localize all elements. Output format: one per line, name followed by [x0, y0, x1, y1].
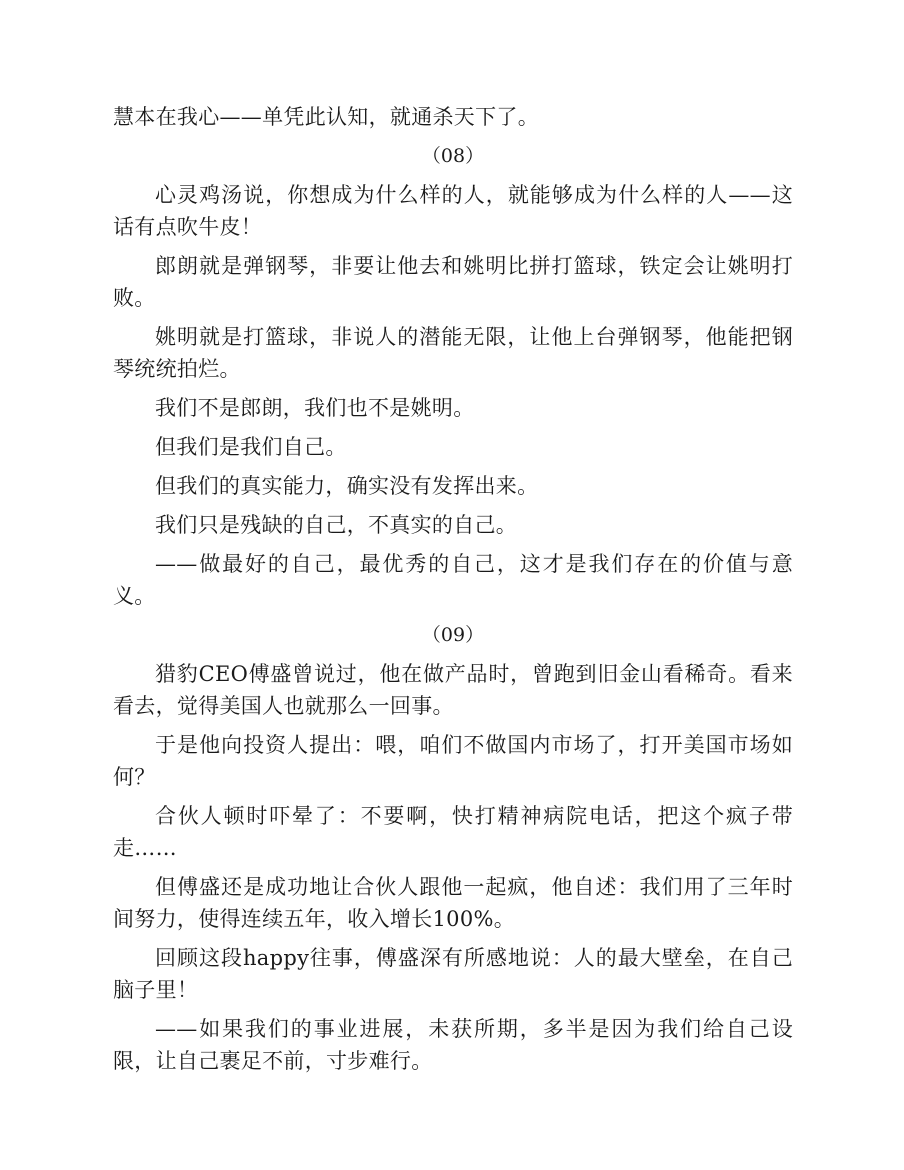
paragraph: ——如果我们的事业进展，未获所期，多半是因为我们给自己设限，让自己裹足不前，寸步难行。 — [113, 1017, 793, 1073]
paragraph: 郎朗就是弹钢琴，非要让他去和姚明比拼打篮球，铁定会让姚明打败。 — [113, 254, 793, 310]
paragraph: 姚明就是打篮球，非说人的潜能无限，让他上台弹钢琴，他能把钢琴统统拍烂。 — [113, 325, 793, 381]
paragraph: 我们不是郎朗，我们也不是姚明。 — [155, 396, 475, 420]
section-number: （09） — [421, 624, 485, 646]
paragraph: ——做最好的自己，最优秀的自己，这才是我们存在的价值与意义。 — [113, 552, 793, 608]
paragraph: 回顾这段happy往事，傅盛深有所感地说：人的最大壁垒，在自己脑子里！ — [113, 946, 793, 1002]
paragraph: 猎豹CEO傅盛曾说过，他在做产品时，曾跑到旧金山看稀奇。看来看去，觉得美国人也就那么一回事。 — [113, 662, 793, 718]
section-number: （08） — [421, 145, 485, 167]
paragraph: 但我们是我们自己。 — [155, 435, 347, 459]
paragraph: 心灵鸡汤说，你想成为什么样的人，就能够成为什么样的人——这话有点吹牛皮！ — [113, 183, 793, 239]
paragraph: 慧本在我心——单凭此认知，就通杀天下了。 — [113, 105, 539, 129]
paragraph: 但我们的真实能力，确实没有发挥出来。 — [155, 474, 539, 498]
paragraph: 我们只是残缺的自己，不真实的自己。 — [155, 513, 518, 537]
paragraph: 但傅盛还是成功地让合伙人跟他一起疯，他自述：我们用了三年时间努力，使得连续五年，收入增长100%。 — [113, 875, 793, 931]
paragraph: 于是他向投资人提出：喂，咱们不做国内市场了，打开美国市场如何？ — [113, 733, 793, 789]
document-body — [113, 101, 793, 1084]
paragraph: 合伙人顿时吓晕了：不要啊，快打精神病院电话，把这个疯子带走…… — [113, 804, 793, 860]
